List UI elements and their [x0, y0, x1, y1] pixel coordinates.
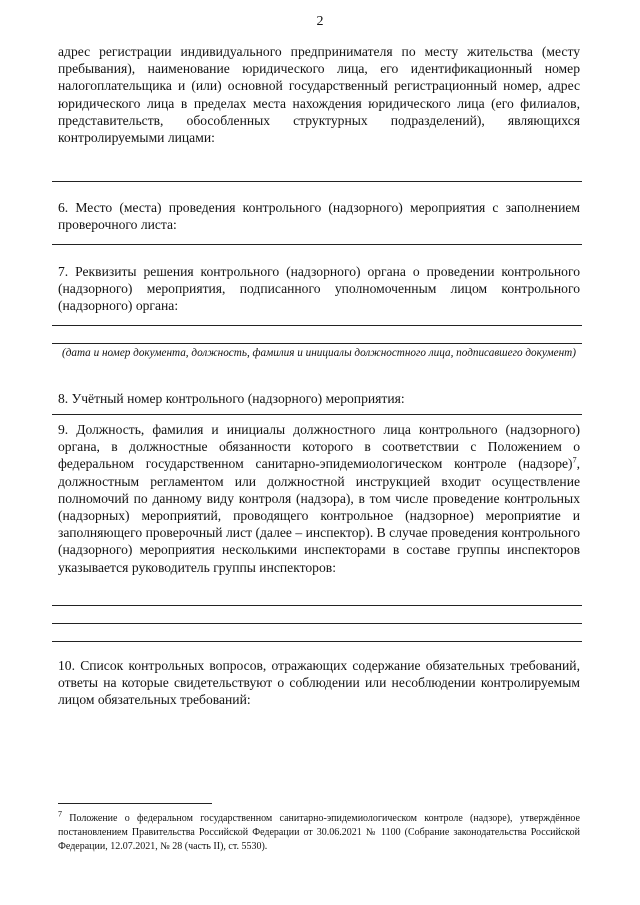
item-9-text-a: 9. Должность, фамилия и инициалы должностного лица контрольного (надзорного) органа, в должностные обязанности которого в соответствии с Положением о федеральном государственном санитарно-эпидемиологическом контроле (надзоре) [58, 422, 580, 472]
footnote-text: Положение о федеральном государственном санитарно-эпидемиологическом контроле (надзоре), утверждённое постановлением Правительства Российской Федерации от 30.06.2021 № 1100 (Собрание законодательства Российской Федерации, 12.07.2021, № 28 (часть II), ст. 5530). [58, 813, 580, 852]
item-7-caption: (дата и номер документа, должность, фамилия и инициалы должностного лица, подписавшего документ) [61, 347, 576, 359]
fill-line [52, 244, 582, 245]
fill-line [52, 325, 582, 326]
item-7: 7. Реквизиты решения контрольного (надзорного) органа о проведении контрольного (надзорного) мероприятия, подписанного уполномоченным лицом контрольного (надзорного) органа: [58, 264, 580, 314]
footnote-ref: 7 [572, 455, 577, 465]
footnote-mark: 7 [58, 809, 62, 819]
fill-line [52, 623, 582, 624]
paragraph-intro: адрес регистрации индивидуального предпринимателя по месту жительства (месту пребывания), наименование юридического лица, его идентификационный номер налогоплательщика и (или) основной государственный регистрационный номер, адрес юридического лица в пределах места нахождения юридического лица (его филиалов, представительств, обособленных структурных подразделений), являющихся контролируемыми лицами: [58, 44, 580, 146]
item-9 [58, 421, 580, 576]
item-6: 6. Место (места) проведения контрольного (надзорного) мероприятия с заполнением проверочного листа: [58, 200, 580, 233]
fill-line [52, 641, 582, 642]
fill-line [52, 605, 582, 606]
item-9-text-b: , должностным регламентом или должностной инструкцией входит осуществление полномочий по данному виду контроля (надзора), в том числе проведение контрольных (надзорных) мероприятий, проводящего контрольное (надзорное) мероприятие и заполняющего проверочный лист (далее – инспектор). В случае проведения контрольного (надзорного) мероприятия несколькими инспекторами в составе группы инспекторов указывается руководитель группы инспекторов: [58, 456, 580, 575]
page-number: 2 [316, 14, 324, 29]
fill-line [52, 343, 582, 344]
item-8: 8. Учётный номер контрольного (надзорного) мероприятия: [58, 391, 405, 406]
fill-line [52, 414, 582, 415]
fill-line [52, 181, 582, 182]
item-10: 10. Список контрольных вопросов, отражающих содержание обязательных требований, ответы на которые свидетельствуют о соблюдении или несоблюдении контролируемым лицом обязательных требований: [58, 658, 580, 708]
footnote [58, 809, 580, 854]
footnote-separator [58, 803, 212, 804]
